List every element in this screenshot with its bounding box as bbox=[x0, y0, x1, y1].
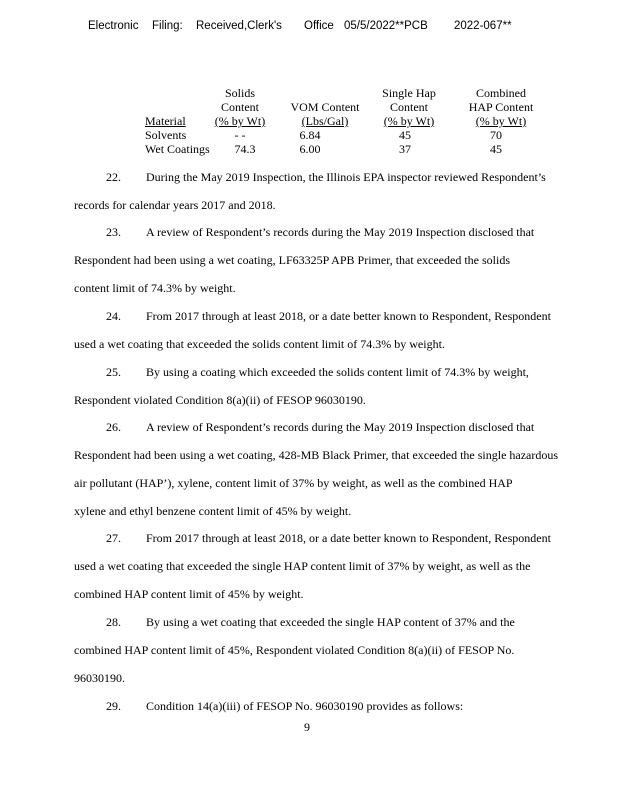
paragraph-26-line: Respondent had been using a wet coating, 428-MB Black Primer, that exceeded the single hazardous bbox=[74, 448, 559, 462]
paragraph-22-line: records for calendar years 2017 and 2018. bbox=[74, 198, 276, 212]
paragraph-22-line: During the May 2019 Inspection, the Illinois EPA inspector reviewed Respondent’s bbox=[146, 170, 546, 184]
paragraph-25-number: 25. bbox=[106, 365, 121, 379]
paragraph-27-number: 27. bbox=[106, 531, 121, 545]
row-solvents-single-hap: 45 bbox=[399, 128, 411, 142]
header-combined-hap-line1: Combined bbox=[476, 86, 526, 100]
row-wet-coatings-vom: 6.00 bbox=[299, 142, 321, 156]
paragraph-26-line: A review of Respondent’s records during the May 2019 Inspection disclosed that bbox=[146, 420, 535, 434]
row-wet-coatings-solids: 74.3 bbox=[234, 142, 256, 156]
paragraph-28-line: By using a wet coating that exceeded the single HAP content of 37% and the bbox=[146, 615, 515, 629]
paragraph-28-line: 96030190. bbox=[74, 671, 125, 685]
header-vom-line2: (Lbs/Gal) bbox=[301, 114, 349, 128]
header-single-hap-line3: (% by Wt) bbox=[383, 114, 435, 128]
paragraph-23-line: A review of Respondent’s records during the May 2019 Inspection disclosed that bbox=[146, 225, 535, 239]
page-number: 9 bbox=[304, 720, 310, 734]
paragraph-23-number: 23. bbox=[106, 225, 121, 239]
paragraph-29-line: Condition 14(a)(iii) of FESOP No. 96030190 provides as follows: bbox=[146, 699, 464, 713]
row-solvents-vom: 6.84 bbox=[299, 128, 321, 142]
header-solids-line2: Content bbox=[221, 100, 259, 114]
header-solids-line3: (% by Wt) bbox=[214, 114, 266, 128]
row-solvents-solids: - - bbox=[234, 128, 246, 142]
row-solvents-material: Solvents bbox=[145, 128, 187, 142]
row-wet-coatings-combined-hap: 45 bbox=[490, 142, 502, 156]
header-combined-hap-line2: HAP Content bbox=[468, 100, 534, 114]
paragraph-28-number: 28. bbox=[106, 615, 121, 629]
paragraph-28-line: combined HAP content limit of 45%, Respondent violated Condition 8(a)(ii) of FESOP No. bbox=[74, 643, 515, 657]
paragraph-27-line: From 2017 through at least 2018, or a date better known to Respondent, Respondent bbox=[146, 531, 551, 545]
paragraph-22-number: 22. bbox=[106, 170, 121, 184]
header-single-hap-line1: Single Hap bbox=[382, 86, 436, 100]
paragraph-24-line: used a wet coating that exceeded the solids content limit of 74.3% by weight. bbox=[74, 337, 445, 351]
paragraph-23-line: Respondent had been using a wet coating, LF63325P APB Primer, that exceeded the solids bbox=[74, 253, 511, 267]
paragraph-26-number: 26. bbox=[106, 420, 121, 434]
header-vom-line1: VOM Content bbox=[290, 100, 360, 114]
paragraph-23-line: content limit of 74.3% by weight. bbox=[74, 281, 236, 295]
header-solids-line1: Solids bbox=[224, 86, 255, 100]
row-solvents-combined-hap: 70 bbox=[490, 128, 502, 142]
header-electronic: Electronic bbox=[88, 20, 139, 32]
row-wet-coatings-material: Wet Coatings bbox=[145, 142, 210, 156]
paragraph-27-line: combined HAP content limit of 45% by weight. bbox=[74, 587, 304, 601]
header-single-hap-line2: Content bbox=[390, 100, 428, 114]
paragraph-24-number: 24. bbox=[106, 309, 121, 323]
paragraph-24-line: From 2017 through at least 2018, or a date better known to Respondent, Respondent bbox=[146, 309, 551, 323]
header-case-number: 2022-067** bbox=[454, 20, 512, 32]
paragraph-27-line: used a wet coating that exceeded the single HAP content limit of 37% by weight, as well as the bbox=[74, 559, 531, 573]
paragraph-29-number: 29. bbox=[106, 699, 121, 713]
header-material: Material bbox=[145, 114, 186, 128]
header-date: 05/5/2022**PCB bbox=[344, 20, 428, 32]
paragraph-25-line: Respondent violated Condition 8(a)(ii) of FESOP 96030190. bbox=[74, 393, 366, 407]
paragraph-26-line: air pollutant (HAP’), xylene, content limit of 37% by weight, as well as the combined HAP bbox=[74, 476, 513, 490]
header-combined-hap-line3: (% by Wt) bbox=[475, 114, 527, 128]
header-filing: Filing: bbox=[152, 20, 183, 32]
row-wet-coatings-single-hap: 37 bbox=[399, 142, 411, 156]
header-received: Received,Clerk's bbox=[196, 20, 282, 32]
paragraph-25-line: By using a coating which exceeded the solids content limit of 74.3% by weight, bbox=[146, 365, 529, 379]
paragraph-26-line: xylene and ethyl benzene content limit of 45% by weight. bbox=[74, 504, 352, 518]
header-office: Office bbox=[304, 20, 334, 32]
